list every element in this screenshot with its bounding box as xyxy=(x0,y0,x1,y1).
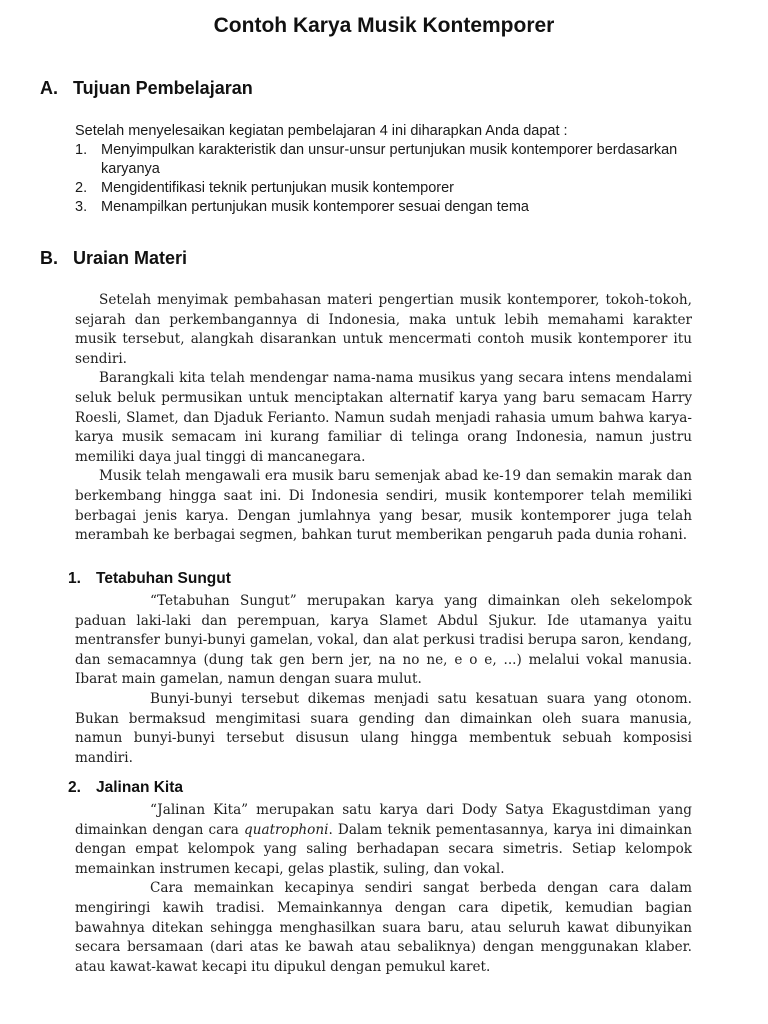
goal-item xyxy=(75,141,695,179)
goal-number: 2. xyxy=(75,180,88,196)
goal-text: Mengidentifikasi teknik pertunjukan musik kontemporer xyxy=(101,180,455,196)
paragraph: Musik telah mengawali era musik baru semenjak abad ke-19 dan semakin marak dan berkembang hingga saat ini. Di Indonesia sendiri, musik kontemporer telah memiliki berbagai jenis karya. Dengan jumlahnya yang besar, musik kontemporer juga telah merambah ke berbagai segmen, bahkan turut memberikan pengaruh pada dunia rohani. xyxy=(75,468,692,544)
section-b-letter: B. xyxy=(40,248,58,268)
goals-list xyxy=(75,141,695,217)
paragraph: Cara memainkan kecapinya sendiri sangat berbeda dengan cara dalam mengiringi kawih tradisi. Memainkannya dengan cara dipetik, kemudian bagian bawahnya ditekan sehingga menghasilkan suara baru, atau seluruh kawat dibunyikan secara bersamaan (dari atas ke bawah atau sebaliknya) dengan menggunakan klaber. atau kawat-kawat kecapi itu dipukul dengan pemukul karet. xyxy=(75,880,692,975)
goal-text: Menampilkan pertunjukan musik kontemporer sesuai dengan tema xyxy=(101,199,529,215)
subsection-2-heading xyxy=(68,779,183,797)
subsection-1-number: 1. xyxy=(68,570,81,587)
subsection-1-heading xyxy=(68,570,231,588)
section-a-letter: A. xyxy=(40,78,58,98)
goal-text: Menyimpulkan karakteristik dan unsur-unsur pertunjukan musik kontemporer berdasarkan karyanya xyxy=(101,142,678,177)
goal-item xyxy=(75,179,695,198)
subsection-2-title: Jalinan Kita xyxy=(96,779,183,796)
section-b-title: Uraian Materi xyxy=(73,248,188,268)
subsection-1-body xyxy=(75,592,692,768)
page-title: Contoh Karya Musik Kontemporer xyxy=(213,14,555,37)
section-a-heading xyxy=(40,78,253,99)
italic-term: quatrophoni xyxy=(244,821,329,838)
paragraph: Barangkali kita telah mendengar nama-nama musikus yang secara intens mendalami seluk beluk permusikan untuk menciptakan alternatif karya yang baru semacam Harry Roesli, Slamet, dan Djaduk Ferianto. Namun sudah menjadi rahasia umum bahwa karya-karya musik semacam ini kurang familiar di telinga orang Indonesia, namun justru memiliki daya jual tinggi di mancanegara. xyxy=(75,370,692,465)
paragraph: Bunyi-bunyi tersebut dikemas menjadi satu kesatuan suara yang otonom. Bukan bermaksud mengimitasi suara gending dan dimainkan oleh suara manusia, namun bunyi-bunyi tersebut disusun ulang hingga membentuk sebuah komposisi mandiri. xyxy=(75,690,692,766)
goal-number: 1. xyxy=(75,142,88,158)
section-b-heading xyxy=(40,248,187,269)
goals-intro: Setelah menyelesaikan kegiatan pembelajaran 4 ini diharapkan Anda dapat : xyxy=(75,123,568,139)
goal-item xyxy=(75,198,695,217)
section-a-title: Tujuan Pembelajaran xyxy=(73,78,253,98)
subsection-2-body xyxy=(75,801,692,977)
paragraph-text: “Jalinan Kita” merupakan satu karya dari Dody Satya Ekagustdiman yang dimainkan dengan cara xyxy=(75,802,692,838)
paragraph xyxy=(75,801,692,879)
paragraph-text: . Dalam teknik pementasannya, karya ini dimainkan dengan empat kelompok yang saling berhadapan secara simetris. Setiap kelompok memainkan instrumen kecapi, gelas plastik, suling, dan vokal. xyxy=(75,821,692,877)
paragraph: Setelah menyimak pembahasan materi pengertian musik kontemporer, tokoh-tokoh, sejarah dan perkembangannya di Indonesia, maka untuk lebih memahami karakter musik tersebut, alangkah disarankan untuk mencermati contoh musik kontemporer itu sendiri. xyxy=(75,292,692,367)
paragraph: “Tetabuhan Sungut” merupakan karya yang dimainkan oleh sekelompok paduan laki-laki dan perempuan, karya Slamet Abdul Sjukur. Ide utamanya yaitu mentransfer bunyi-bunyi gamelan, vokal, dan alat perkusi tradisi berupa saron, kendang, dan semacamnya (dung tak gen bern jer, na no ne, e o e, ...) melalui vokal manusia. Ibarat main gamelan, namun dengan suara mulut. xyxy=(75,593,692,688)
goal-number: 3. xyxy=(75,199,88,215)
learning-goals xyxy=(75,122,695,217)
section-b-body xyxy=(75,291,692,546)
subsection-2-number: 2. xyxy=(68,779,81,796)
subsection-1-title: Tetabuhan Sungut xyxy=(96,570,231,587)
